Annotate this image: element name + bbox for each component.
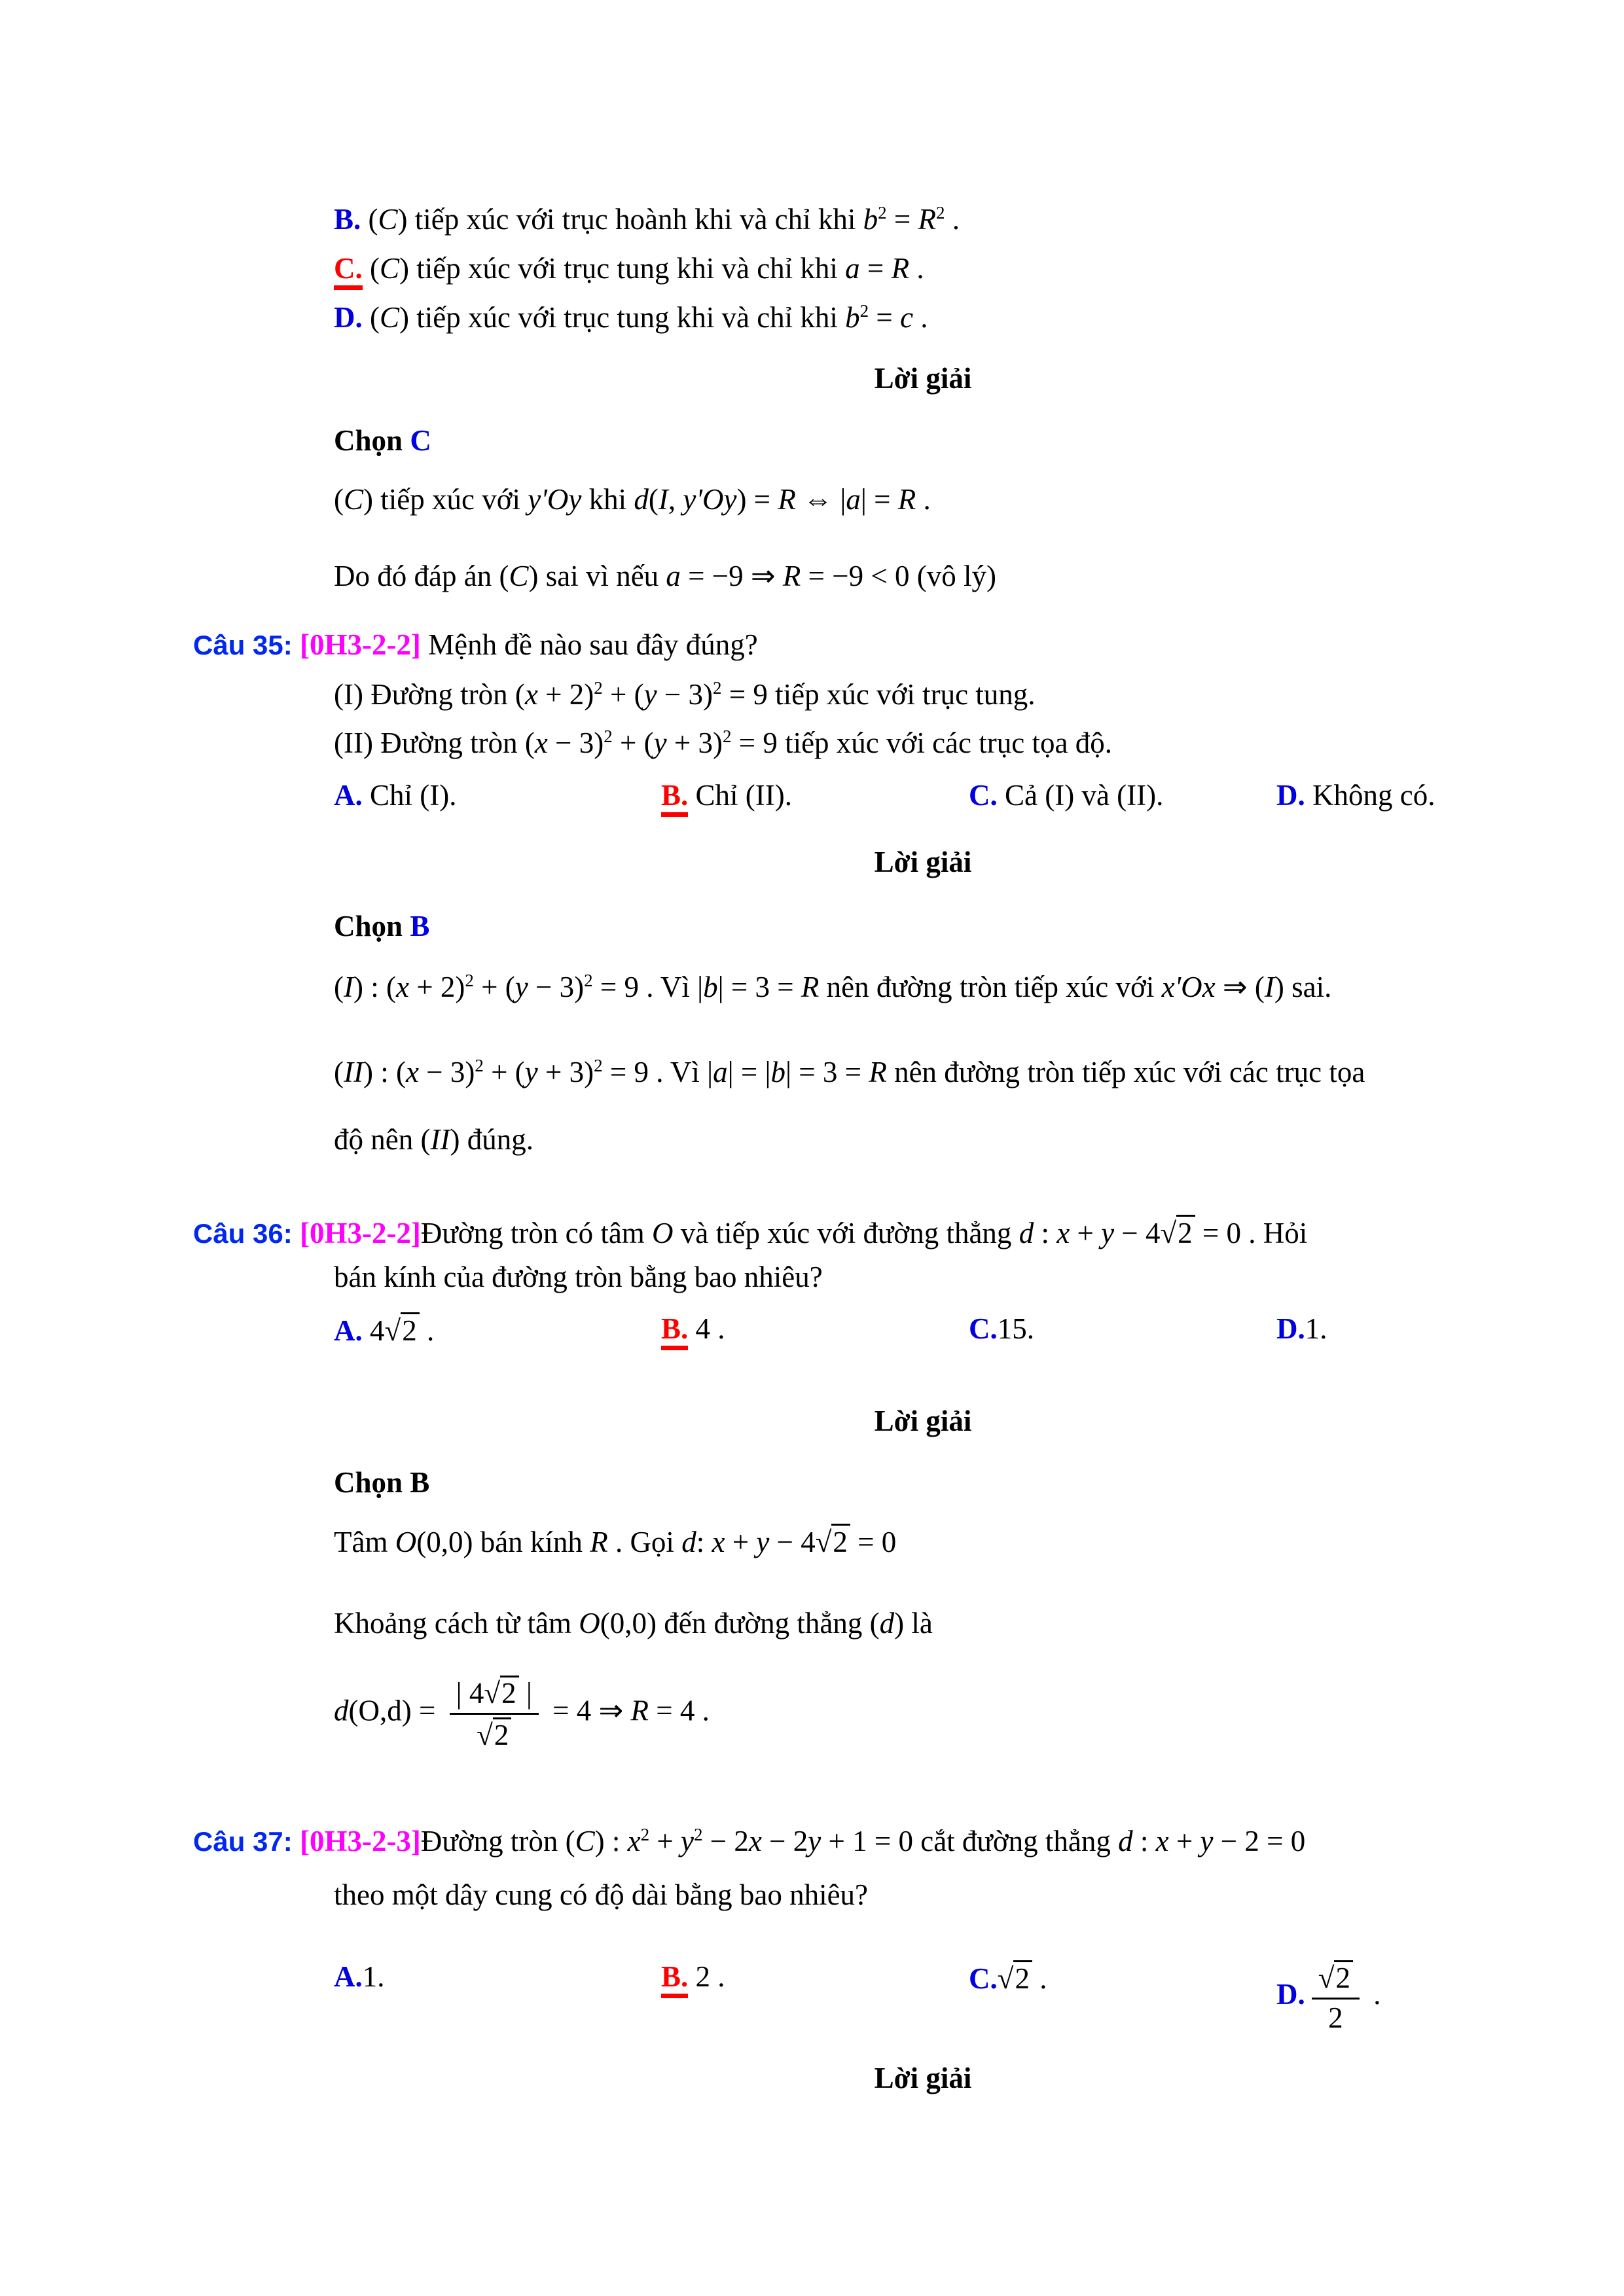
text-segment: C <box>344 483 364 516</box>
text-segment: R <box>630 1694 649 1727</box>
text-segment: R <box>782 560 801 592</box>
text-segment: khi <box>581 483 634 516</box>
text-segment: = 4 . <box>648 1694 710 1727</box>
text-segment: 2 <box>1328 2001 1343 2034</box>
q35-option-b <box>661 779 969 813</box>
text-segment: 1. <box>362 1960 385 1993</box>
text-segment: + 1 = 0 cắt đường thẳng <box>821 1825 1119 1857</box>
text-segment: a <box>845 252 860 285</box>
text-segment: , <box>668 483 683 516</box>
text-segment: 2 <box>859 301 869 321</box>
text-segment: đến đường thẳng ( <box>657 1607 880 1640</box>
text-segment: ) đúng. <box>450 1123 533 1156</box>
q36-option-b <box>661 1312 969 1346</box>
text-segment: ⇔ | <box>795 483 846 516</box>
text-segment: = 0 <box>850 1526 897 1558</box>
text-segment: 2 <box>833 1526 848 1558</box>
text-segment: = 4 ⇒ <box>545 1694 631 1727</box>
text-segment: R <box>869 1056 887 1088</box>
text-segment: . <box>1365 1977 1381 2011</box>
text-segment: C <box>509 560 529 592</box>
text-segment: | = 3 = <box>717 971 801 1003</box>
q37-header <box>193 1825 1305 1859</box>
text-segment: ) tiếp xúc với trục tung khi và chỉ khi <box>399 252 846 285</box>
text-segment: 2 <box>693 1825 703 1844</box>
q36-options-row <box>334 1312 1578 1348</box>
fraction-denominator <box>477 1715 511 1752</box>
text-segment: D. <box>1276 1977 1305 2011</box>
text-segment: Lời giải <box>874 846 972 878</box>
text-segment: O <box>652 1217 674 1249</box>
q37-solution-header <box>334 2062 1512 2096</box>
text-segment: I <box>658 483 668 516</box>
text-segment: + 2) <box>408 971 465 1003</box>
q36-solution-line-3 <box>334 1676 710 1751</box>
text-segment: + 3) <box>537 1056 594 1088</box>
text-segment: C. <box>969 1962 998 1995</box>
text-segment: (0,0) <box>416 1526 473 1558</box>
text-segment: B. <box>661 1960 688 1998</box>
q34-solution-line-2 <box>334 560 996 594</box>
text-segment: [0H3-2-3] <box>299 1825 421 1857</box>
q36-option-a <box>334 1312 661 1348</box>
text-segment: x <box>1056 1217 1070 1249</box>
fraction <box>1312 1960 1360 2034</box>
text-segment: | 4 <box>456 1677 484 1710</box>
text-segment: = <box>859 252 892 285</box>
q35-options-row <box>334 779 1578 813</box>
text-segment: theo một dây cung có độ dài bằng bao nhiêu? <box>334 1878 869 1911</box>
q36-option-c <box>969 1312 1276 1346</box>
text-segment: : <box>1034 1217 1057 1249</box>
text-segment: . <box>916 483 931 516</box>
q34-option-d <box>334 301 928 335</box>
text-segment: độ nên ( <box>334 1123 431 1156</box>
text-segment: [0H3-2-2] <box>299 628 421 661</box>
text-segment: ) = <box>736 483 778 516</box>
text-segment: 2 <box>475 1056 484 1075</box>
text-segment: ( <box>499 560 509 592</box>
text-segment: a <box>846 483 861 516</box>
radical-icon: √ <box>477 1718 493 1751</box>
radicand <box>1176 1215 1195 1251</box>
q35-statement-2 <box>334 726 1112 761</box>
q34-option-c <box>334 252 924 286</box>
q36-chosen-answer <box>334 1466 429 1500</box>
text-segment: A. <box>334 1960 363 1993</box>
text-segment: + ( <box>483 1056 525 1088</box>
q36-header <box>193 1215 1307 1251</box>
text-segment: − 4 <box>769 1526 816 1558</box>
text-segment: 15. <box>997 1312 1034 1345</box>
text-segment: Câu 36: <box>193 1218 293 1249</box>
text-segment: C. <box>334 252 363 290</box>
q36-solution-header <box>334 1405 1512 1439</box>
text-segment: nên đường tròn tiếp xúc với các trục tọa <box>886 1056 1365 1088</box>
text-segment: B. <box>661 779 688 817</box>
text-segment: 2 . <box>688 1960 725 1993</box>
text-segment: I <box>344 971 353 1003</box>
text-segment: Chọn B <box>334 1466 430 1499</box>
text-segment: = −9 < 0 (vô lý) <box>801 560 996 592</box>
text-segment: bán kính <box>473 1526 590 1558</box>
text-segment: a <box>666 560 681 592</box>
radicand <box>401 1312 420 1348</box>
radicand <box>500 1676 519 1710</box>
q34-solution-line-1 <box>334 483 931 517</box>
q36-solution-line-2 <box>334 1607 933 1641</box>
text-segment: ) sai vì nếu <box>528 560 666 592</box>
text-segment: y <box>514 971 528 1003</box>
text-segment: d <box>681 1526 696 1558</box>
text-segment: C <box>380 301 400 334</box>
text-segment: x <box>627 1825 641 1857</box>
text-segment: 2 <box>1335 1962 1350 1994</box>
text-segment: [0H3-2-2] <box>299 1217 421 1249</box>
q37-option-d <box>1276 1960 1578 2034</box>
text-segment: C <box>410 424 431 457</box>
radicand <box>493 1717 512 1752</box>
text-segment: 2 <box>465 971 474 990</box>
q36-header-line-2 <box>334 1261 823 1295</box>
text-segment: y'Oy <box>528 483 582 516</box>
text-segment: = 0 . Hỏi <box>1195 1217 1308 1249</box>
q35-solution-line-1 <box>334 971 1331 1005</box>
text-segment: + <box>725 1526 757 1558</box>
text-segment: C <box>380 252 400 285</box>
text-segment: 2 <box>722 726 732 746</box>
text-segment: y <box>653 726 667 759</box>
radicand <box>1334 1960 1353 1995</box>
text-segment: R <box>801 971 820 1003</box>
text-segment <box>293 1825 300 1857</box>
text-segment: ( <box>334 971 344 1003</box>
text-segment: = −9 ⇒ <box>680 560 783 592</box>
text-segment: ( <box>362 252 380 285</box>
radical-icon: √ <box>384 1314 401 1347</box>
text-segment: 2 <box>594 1056 603 1075</box>
q37-option-c <box>969 1960 1276 1996</box>
text-segment: b <box>770 1056 786 1088</box>
text-segment: = <box>886 203 918 236</box>
text-segment: Chọn <box>334 910 410 942</box>
radical-icon: √ <box>1160 1217 1177 1249</box>
text-segment: C <box>378 203 398 236</box>
text-segment: = 9 . Vì | <box>592 971 704 1003</box>
sqrt-expression <box>1160 1215 1195 1251</box>
text-segment: | = | <box>727 1056 771 1088</box>
radicand <box>1013 1960 1032 1996</box>
sqrt-expression <box>484 1676 518 1710</box>
q35-option-a <box>334 779 661 813</box>
text-segment: + ( <box>602 678 644 711</box>
q37-header-line-2 <box>334 1878 868 1912</box>
text-segment: x'Ox <box>1161 971 1216 1003</box>
text-segment: B. <box>334 203 361 236</box>
text-segment: 2 <box>640 1825 650 1844</box>
text-segment: y <box>680 1825 694 1857</box>
text-segment: 4 . <box>688 1312 725 1345</box>
text-segment: b <box>863 203 878 236</box>
q37-option-a <box>334 1960 661 1994</box>
text-segment: − 3) <box>528 971 585 1003</box>
text-segment: Không có. <box>1305 779 1435 812</box>
text-segment: ( <box>362 301 380 334</box>
text-segment: Lời giải <box>874 1405 972 1437</box>
text-segment: ) tiếp xúc với trục tung khi và chỉ khi <box>399 301 846 334</box>
q35-chosen-answer <box>334 910 429 944</box>
text-segment: − 3) <box>547 726 604 759</box>
text-segment: y <box>524 1056 538 1088</box>
text-segment: ) tiếp xúc với <box>363 483 528 516</box>
text-segment: d <box>634 483 649 516</box>
text-segment: Câu 35: <box>193 630 293 660</box>
radical-icon: √ <box>484 1677 501 1710</box>
text-segment: + 3) <box>666 726 723 759</box>
text-segment: Tâm <box>334 1526 395 1558</box>
radical-icon: √ <box>997 1962 1014 1995</box>
q35-solution-line-2 <box>334 1056 1365 1090</box>
text-segment: 1. <box>1305 1312 1327 1345</box>
text-segment: x <box>712 1526 725 1558</box>
text-segment: y <box>756 1526 770 1558</box>
text-segment: Đường tròn ( <box>420 1825 575 1857</box>
text-segment: − 2 <box>761 1825 808 1857</box>
text-segment: d <box>1019 1217 1034 1249</box>
text-segment: 2 <box>1015 1962 1030 1995</box>
radical-icon: √ <box>1318 1962 1335 1994</box>
text-segment: + ( <box>473 971 515 1003</box>
text-segment: ) : ( <box>363 1056 406 1088</box>
sqrt-expression <box>477 1717 511 1752</box>
text-segment: − 4 <box>1114 1217 1161 1249</box>
text-segment: bán kính của đường tròn bằng bao nhiêu? <box>334 1261 823 1293</box>
text-segment: R <box>590 1526 608 1558</box>
fraction-numerator <box>450 1676 539 1715</box>
text-segment: (II) Đường tròn ( <box>334 726 535 759</box>
q35-header <box>193 628 758 662</box>
text-segment: y <box>1101 1217 1115 1249</box>
text-segment: y <box>808 1825 821 1857</box>
text-segment: II <box>344 1056 363 1088</box>
text-segment: A. <box>334 1314 363 1347</box>
text-segment: − 3) <box>657 678 713 711</box>
text-segment: và tiếp xúc với đường thẳng <box>673 1217 1019 1249</box>
text-segment: : <box>1132 1825 1156 1857</box>
text-segment: c <box>900 301 914 334</box>
text-segment: ) sai. <box>1274 971 1332 1003</box>
text-segment: O <box>395 1526 417 1558</box>
text-segment <box>293 1217 300 1249</box>
text-segment: | <box>518 1677 532 1710</box>
text-segment: (I) Đường tròn ( <box>334 678 525 711</box>
text-segment: R <box>778 483 796 516</box>
text-segment: R <box>918 203 937 236</box>
text-segment: = 9 tiếp xúc với các trục tọa độ. <box>731 726 1112 759</box>
q35-option-c <box>969 779 1276 813</box>
text-segment: y <box>643 678 657 711</box>
radicand <box>831 1524 850 1560</box>
text-segment: 2 <box>936 203 945 223</box>
text-segment: | = <box>860 483 898 516</box>
text-segment: x <box>748 1825 762 1857</box>
text-segment: . Gọi <box>607 1526 682 1558</box>
q37-options-row <box>334 1960 1578 2034</box>
text-segment: 2 <box>712 678 722 698</box>
text-segment: C <box>575 1825 595 1857</box>
text-segment <box>293 628 300 661</box>
sqrt-expression <box>998 1960 1032 1996</box>
text-segment: x <box>405 1056 419 1088</box>
text-segment: Lời giải <box>874 362 972 395</box>
radical-icon: √ <box>815 1526 832 1558</box>
text-segment: + <box>649 1825 681 1857</box>
text-segment: = 9 tiếp xúc với trục tung. <box>721 678 1036 711</box>
text-segment: x <box>534 726 548 759</box>
text-segment: 2 <box>402 1314 417 1347</box>
text-segment: b <box>703 971 718 1003</box>
sqrt-expression <box>816 1524 850 1560</box>
text-segment: = <box>869 301 901 334</box>
text-segment: 2 <box>494 1718 509 1751</box>
text-segment: B. <box>661 1312 688 1350</box>
text-segment: d <box>1118 1825 1133 1857</box>
text-segment: Do đó đáp án <box>334 560 499 592</box>
text-segment: ⇒ ( <box>1215 971 1265 1003</box>
text-segment: + <box>1070 1217 1102 1249</box>
text-segment: Câu 37: <box>193 1826 293 1857</box>
text-segment: I <box>1264 971 1274 1003</box>
q35-statement-1 <box>334 678 1036 712</box>
q37-option-b <box>661 1960 969 1994</box>
text-segment: x <box>395 971 409 1003</box>
text-segment: . <box>909 252 924 285</box>
text-segment: R <box>897 483 916 516</box>
q35-option-d <box>1276 779 1578 813</box>
text-segment: . <box>945 203 960 236</box>
text-segment: Lời giải <box>874 2062 972 2094</box>
text-segment: 2 <box>584 971 593 990</box>
text-segment: B <box>410 910 430 942</box>
text-segment: ) là <box>894 1607 933 1640</box>
text-segment: | = 3 = <box>785 1056 869 1088</box>
text-segment: d <box>879 1607 895 1640</box>
text-segment: x <box>1155 1825 1169 1857</box>
q36-solution-line-1 <box>334 1524 896 1560</box>
text-segment: . <box>419 1314 435 1347</box>
sqrt-expression <box>385 1312 420 1348</box>
fraction <box>450 1676 539 1751</box>
text-segment: ) : ( <box>353 971 396 1003</box>
text-segment: 2 <box>878 203 887 223</box>
text-segment: R <box>891 252 910 285</box>
fraction-numerator <box>1312 1960 1360 2000</box>
text-segment: ( <box>361 203 378 236</box>
q35-solution-header <box>334 846 1512 880</box>
q34-option-b <box>334 203 960 237</box>
text-segment: (O,d) = <box>348 1694 443 1727</box>
text-segment: D. <box>334 301 363 334</box>
q35-solution-line-3 <box>334 1123 533 1157</box>
text-segment: − 2 = 0 <box>1213 1825 1306 1857</box>
text-segment: : <box>696 1526 712 1558</box>
text-segment: nên đường tròn tiếp xúc với <box>819 971 1162 1003</box>
text-segment: II <box>430 1123 450 1156</box>
text-segment: + 2) <box>537 678 594 711</box>
text-segment: 2 <box>594 678 603 698</box>
text-segment: (0,0) <box>600 1607 657 1640</box>
text-segment: O <box>579 1607 600 1640</box>
q36-option-d <box>1276 1312 1578 1346</box>
text-segment: Đường tròn có tâm <box>420 1217 653 1249</box>
text-segment: A. <box>334 779 363 812</box>
q34-solution-header <box>334 362 1512 396</box>
text-segment: Chỉ (I). <box>362 779 457 812</box>
text-segment: y'Oy <box>683 483 737 516</box>
text-segment: b <box>845 301 860 334</box>
text-segment: + ( <box>612 726 654 759</box>
text-segment: ( <box>648 483 659 516</box>
text-segment: + <box>1168 1825 1200 1857</box>
text-segment: Cả (I) và (II). <box>997 779 1164 812</box>
text-segment: D. <box>1276 1312 1305 1345</box>
text-segment: ( <box>334 483 344 516</box>
text-segment: 2 <box>604 726 613 746</box>
text-segment: = 9 . Vì | <box>602 1056 713 1088</box>
text-segment: 2 <box>501 1677 516 1710</box>
text-segment: Chỉ (II). <box>688 779 792 812</box>
text-segment: − 3) <box>418 1056 475 1088</box>
fraction-denominator <box>1328 2000 1343 2035</box>
text-segment: Mệnh đề nào sau đây đúng? <box>420 628 758 661</box>
text-segment: C. <box>969 779 998 812</box>
text-segment: ) tiếp xúc với trục hoành khi và chỉ khi <box>397 203 863 236</box>
text-segment: − 2 <box>702 1825 749 1857</box>
text-segment: ) : <box>594 1825 628 1857</box>
text-segment: d <box>334 1694 349 1727</box>
text-segment: Chọn <box>334 424 410 457</box>
text-segment: D. <box>1276 779 1305 812</box>
text-segment: C. <box>969 1312 998 1345</box>
sqrt-expression <box>1318 1960 1353 1995</box>
text-segment: Khoảng cách từ tâm <box>334 1607 579 1640</box>
text-segment: a <box>713 1056 728 1088</box>
text-segment: y <box>1200 1825 1214 1857</box>
text-segment: 4 <box>362 1314 385 1347</box>
text-segment: ( <box>334 1056 344 1088</box>
text-segment: 2 <box>1178 1217 1193 1249</box>
text-segment: . <box>913 301 928 334</box>
text-segment: . <box>1032 1962 1047 1995</box>
q34-chosen-answer <box>334 424 431 458</box>
text-segment: x <box>524 678 538 711</box>
